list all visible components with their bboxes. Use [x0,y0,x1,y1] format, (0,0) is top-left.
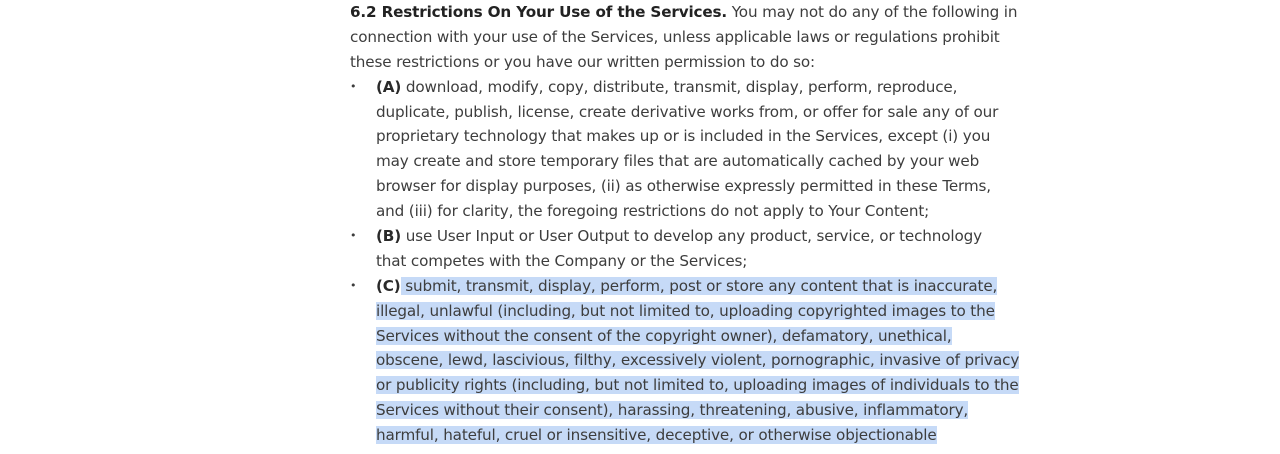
selected-text: harmful, hateful, cruel or insensitive, deceptive, or otherwise objectionable [376,426,937,445]
item-text: submit, transmit, display, perform, post or store any content that is inaccurate, [405,276,998,295]
selected-text: illegal, unlawful (including, but not limited to, uploading copyrighted images to the [376,301,995,320]
selected-text: or publicity rights (including, but not limited to, uploading images of individuals to the [376,376,1019,395]
item-text-line [350,348,1020,373]
item-text-line [350,398,969,423]
intro-line: connection with your use of the Services, unless applicable laws or regulations prohibit [350,27,1000,46]
item-text: duplicate, publish, license, create derivative works from, or offer for sale any of our [376,102,999,121]
intro-line: these restrictions or you have our written permission to do so: [350,52,816,71]
item-text-line [350,373,1019,398]
selected-text: obscene, lewd, lascivious, filthy, excessively violent, pornographic, invasive of privacy [376,351,1020,370]
item-text: browser for display purposes, (ii) as otherwise expressly permitted in these Terms, [376,177,991,196]
selected-text: Services without the consent of the copyright owner), defamatory, unethical, [376,326,952,345]
item-tag: (A) [376,77,402,96]
item-text: proprietary technology that makes up or is included in the Services, except (i) you [376,127,991,146]
list-item-a [350,75,958,100]
bullet-icon: • [350,79,357,93]
section-heading: 6.2 Restrictions On Your Use of the Services. [350,3,728,21]
item-text: and (iii) for clarity, the foregoing restrictions do not apply to Your Content; [376,202,930,221]
list-item-b [350,224,982,249]
item-text: that competes with the Company or the Services; [376,251,748,270]
item-text: use User Input or User Output to develop any product, service, or technology [405,227,982,246]
bullet-icon: • [350,278,357,292]
item-text-line [350,324,952,349]
terms-section [350,0,1020,448]
item-tag: (B) [376,227,402,246]
item-text: may create and store temporary files that are automatically cached by your web [376,152,980,171]
list-item-c [350,274,998,299]
intro-line: You may not do any of the following in [731,3,1018,21]
section-heading-line [350,0,1018,25]
item-tag: (C) [376,276,401,295]
bullet-icon: • [350,229,357,243]
item-text-line [350,423,935,448]
item-text-line [350,299,995,324]
selected-text [401,277,998,295]
selected-text: Services without their consent), harassing, threatening, abusive, inflammatory, [376,401,969,420]
item-text: download, modify, copy, distribute, transmit, display, perform, reproduce, [405,77,958,96]
